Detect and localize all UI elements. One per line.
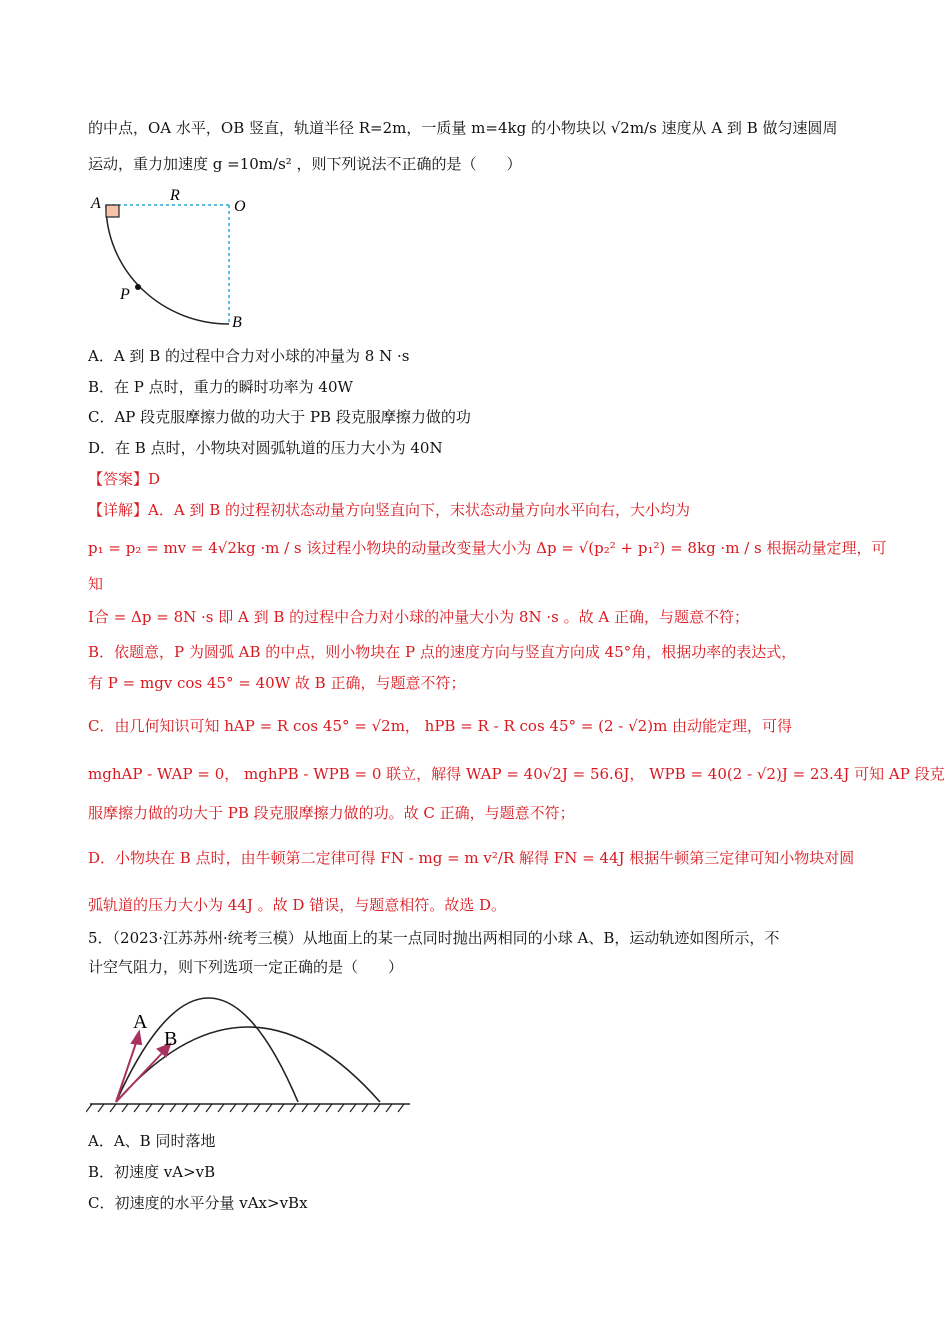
q4-option-d: D．在 B 点时，小物块对圆弧轨道的压力大小为 40N [88, 439, 443, 457]
trajectory-b [116, 1027, 380, 1102]
label-ball-b: B [164, 1028, 178, 1050]
velocity-a-arrow [116, 1040, 137, 1102]
q4-detail-8: mghAP - WAP = 0， mghPB - WPB = 0 联立，解得 WAP = 40√2J = 56.6J， WPB = 40(2 - √2)J = 23.4J 可知 AP 段克 [88, 765, 945, 783]
q4-detail-2: p₁ = p₂ = mv = 4√2kg ·m / s 该过程小物块的动量改变量大小为 Δp = √(p₂² + p₁²) = 8kg ·m / s 根据动量定理，可 [88, 539, 887, 557]
velocity-a-arrowhead [132, 1032, 141, 1044]
velocity-b-arrow [116, 1050, 165, 1102]
q5-option-c: C．初速度的水平分量 vAx>vBx [88, 1194, 308, 1212]
q4-detail-3: 知 [88, 575, 104, 593]
q4-detail-6: 有 P = mgv cos 45° = 40W 故 B 正确，与题意不符； [88, 674, 466, 692]
q4-detail-5: B．依题意，P 为圆弧 AB 的中点，则小物块在 P 点的速度方向与竖直方向成 45°角，根据功率的表达式， [88, 643, 797, 661]
q4-detail-7: C．由几何知识可知 hAP = R cos 45° = √2m， hPB = R - R cos 45° = (2 - √2)m 由动能定理，可得 [88, 717, 793, 735]
label-ball-a: A [133, 1011, 148, 1033]
label-p: P [120, 286, 130, 303]
q5-option-b: B．初速度 vA>vB [88, 1163, 216, 1181]
q4-detail-11: 弧轨道的压力大小为 44J 。故 D 错误，与题意相符。故选 D。 [88, 896, 506, 914]
label-a: A [91, 195, 101, 212]
q4-detail-1: 【详解】A．A 到 B 的过程初状态动量方向竖直向下，末状态动量方向水平向右，大小均为 [88, 501, 690, 519]
q4-option-a: A．A 到 B 的过程中合力对小球的冲量为 8 N ·s [88, 347, 410, 365]
arc-track [106, 205, 229, 324]
q5-stem-line-1: 5．（2023·江苏苏州·统考三模）从地面上的某一点同时抛出两相同的小球 A、B，运动轨迹如图所示，不 [88, 929, 780, 947]
q5-option-a: A．A、B 同时落地 [88, 1132, 216, 1150]
block [106, 205, 119, 217]
q4-answer: 【答案】D [88, 470, 161, 488]
q4-arc-figure [86, 186, 256, 331]
label-b: B [232, 314, 242, 331]
q4-option-b: B．在 P 点时，重力的瞬时功率为 40W [88, 378, 353, 396]
q4-stem-line-2: 运动，重力加速度 g =10m/s² ，则下列说法不正确的是（ ） [88, 155, 522, 173]
q5-stem-line-2: 计空气阻力，则下列选项一定正确的是（ ） [88, 958, 404, 976]
label-r: R [170, 187, 180, 204]
q4-option-c: C．AP 段克服摩擦力做的功大于 PB 段克服摩擦力做的功 [88, 408, 471, 426]
q4-detail-9: 服摩擦力做的功大于 PB 段克服摩擦力做的功。故 C 正确，与题意不符； [88, 804, 575, 822]
q4-detail-10: D．小物块在 B 点时，由牛顿第二定律可得 FN - mg = m v²/R 解得 FN = 44J 根据牛顿第三定律可知小物块对圆 [88, 849, 855, 867]
ground-hatching [86, 1104, 404, 1112]
q4-stem-line-1: 的中点，OA 水平，OB 竖直，轨道半径 R=2m，一质量 m=4kg 的小物块以 √2m/s 速度从 A 到 B 做匀速圆周 [88, 119, 838, 137]
label-o: O [234, 198, 246, 215]
q4-detail-4: I合 = Δp = 8N ·s 即 A 到 B 的过程中合力对小球的冲量大小为 8N ·s 。故 A 正确，与题意不符； [88, 608, 749, 626]
point-p [135, 284, 141, 290]
q5-trajectory-figure [86, 982, 416, 1117]
